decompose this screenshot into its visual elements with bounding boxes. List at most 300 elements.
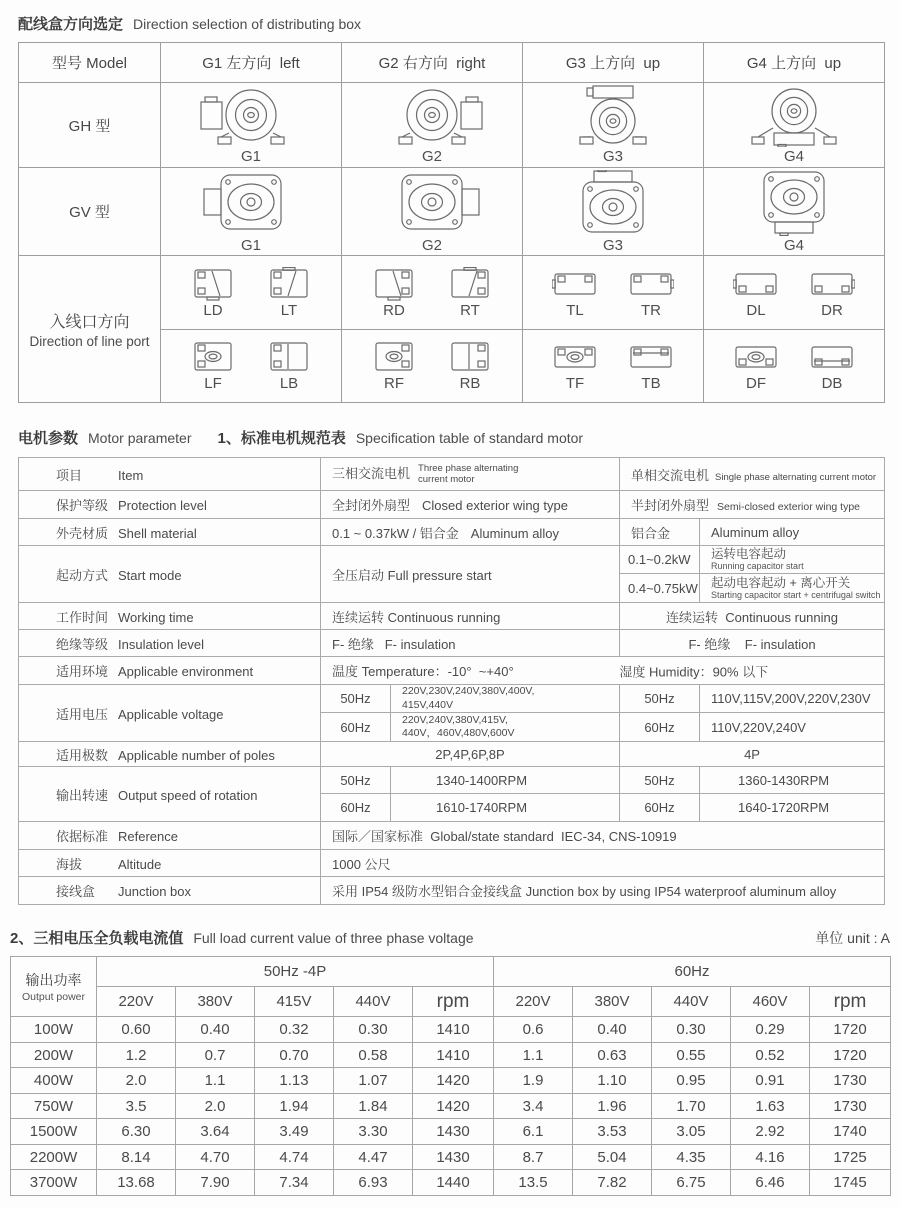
current-data-row <box>11 1017 891 1043</box>
spec-label-cn: 接线盒 <box>56 881 118 900</box>
spec-row <box>19 546 885 574</box>
icon-caption: DF <box>733 375 779 392</box>
direction-header-row <box>19 43 885 83</box>
spec-label-en: Applicable voltage <box>118 707 224 722</box>
spec-label-cn: 适用电压 <box>56 704 118 723</box>
spec-label-cell <box>19 546 321 603</box>
diagram-icon <box>552 267 598 301</box>
spec-cell <box>321 877 885 905</box>
spec-cell <box>321 742 620 767</box>
port-pair <box>523 340 703 392</box>
spec-label-en: Applicable number of poles <box>118 748 275 763</box>
spec-text: 0.1~0.2kW <box>628 552 691 567</box>
icon-caption: DL <box>733 302 779 319</box>
diagram-cell <box>704 83 885 168</box>
current-value-cell: 0.91 <box>731 1068 810 1094</box>
current-value-cell: 0.30 <box>334 1017 413 1043</box>
icon-caption: LB <box>266 375 312 392</box>
spec-text: 1360-1430RPM <box>738 773 829 788</box>
current-value-cell: 1730 <box>810 1068 891 1094</box>
spec-cell <box>321 630 620 657</box>
spec-text: 60Hz <box>644 800 674 815</box>
icon-caption: G3 <box>558 237 668 254</box>
icon-caption: DB <box>809 375 855 392</box>
spec-label-cn: 项目 <box>56 465 118 484</box>
spec-text: Closed exterior wing type <box>422 498 568 513</box>
motor-parameter-title-cn: 电机参数 <box>18 427 78 448</box>
motor-gv-g1-icon <box>196 170 306 254</box>
diagram-icon <box>196 85 306 147</box>
diagram-cell <box>523 83 704 168</box>
current-value-cell: 1430 <box>413 1144 494 1170</box>
spec-text: 连续运转 Continuous running <box>666 610 838 625</box>
section2-title <box>18 427 900 448</box>
icon-caption: RF <box>371 375 417 392</box>
diagram-cell <box>523 168 704 256</box>
current-value-cell: 1420 <box>413 1068 494 1094</box>
section3-title-text <box>10 927 474 948</box>
current-value-cell: 6.1 <box>494 1119 573 1145</box>
direction-header-cell-2: G2 右方向 right <box>342 43 523 83</box>
current-value-cell: 7.34 <box>255 1170 334 1196</box>
port-icon-tl <box>552 267 598 319</box>
current-value-cell: 1.07 <box>334 1068 413 1094</box>
motor-gv-g4-icon <box>739 170 849 254</box>
spec-text: 全压启动 Full pressure start <box>332 568 492 583</box>
current-value-cell: 1.84 <box>334 1093 413 1119</box>
current-table <box>10 956 891 1196</box>
current-value-cell: 3.53 <box>573 1119 652 1145</box>
diagram-cell <box>161 330 342 403</box>
spec-text: Single phase alternating current motor <box>715 472 876 483</box>
current-value-cell: 1.10 <box>573 1068 652 1094</box>
spec-row <box>19 742 885 767</box>
icon-caption: DR <box>809 302 855 319</box>
spec-text: 运转电容起动 <box>711 547 882 562</box>
gh-label: GH 型 <box>19 83 161 168</box>
power-cell: 750W <box>11 1093 97 1119</box>
spec-cell <box>620 794 700 822</box>
spec-text-line: current motor <box>418 475 518 485</box>
current-data-row <box>11 1042 891 1068</box>
diagram-icon <box>739 85 849 147</box>
current-value-cell: 0.55 <box>652 1042 731 1068</box>
spec-label-cell <box>19 850 321 877</box>
spec-text: 1000 公尺 <box>332 857 391 872</box>
spec-cell <box>700 546 885 574</box>
spec-text: 连续运转 Continuous running <box>332 610 500 625</box>
spec-text: 1640-1720RPM <box>738 800 829 815</box>
port-pair <box>704 340 884 392</box>
current-value-cell: 5.04 <box>573 1144 652 1170</box>
current-data-row <box>11 1119 891 1145</box>
spec-text: 0.4~0.75kW <box>628 581 698 596</box>
current-value-cell: 0.30 <box>652 1017 731 1043</box>
unit-note: 单位 unit : A <box>815 928 890 948</box>
spec-text: 50Hz <box>340 773 370 788</box>
spec-table <box>18 457 885 905</box>
spec-row <box>19 685 885 713</box>
current-value-cell: 0.95 <box>652 1068 731 1094</box>
power-cell: 1500W <box>11 1119 97 1145</box>
spec-label-cn: 工作时间 <box>56 607 118 626</box>
direction-header-cell-1: G1 左方向 left <box>161 43 342 83</box>
spec-label-cn: 保护等级 <box>56 495 118 514</box>
current-value-cell: 0.7 <box>176 1042 255 1068</box>
current-value-cell: 0.32 <box>255 1017 334 1043</box>
current-data-row <box>11 1093 891 1119</box>
spec-row <box>19 822 885 850</box>
spec-cell <box>321 794 391 822</box>
col-header-6: 380V <box>573 987 652 1017</box>
port-pair <box>161 340 341 392</box>
current-value-cell: 13.68 <box>97 1170 176 1196</box>
spec-text-small: 220V,240V,380V,415V, <box>402 714 617 728</box>
spec-label-cell <box>19 491 321 519</box>
spec-text: 60Hz <box>340 800 370 815</box>
diagram-icon <box>266 340 312 374</box>
icon-caption: RD <box>371 302 417 319</box>
col-header-3: 440V <box>334 987 413 1017</box>
current-value-cell: 1.70 <box>652 1093 731 1119</box>
port-pair <box>342 340 522 392</box>
spec-cell <box>620 491 885 519</box>
diagram-icon <box>371 340 417 374</box>
diagram-cell <box>704 330 885 403</box>
current-value-cell: 0.52 <box>731 1042 810 1068</box>
spec-cell <box>321 713 391 742</box>
spec-cell <box>620 742 885 767</box>
current-value-cell: 1720 <box>810 1017 891 1043</box>
current-value-cell: 4.47 <box>334 1144 413 1170</box>
icon-caption: G2 <box>377 237 487 254</box>
spec-label-cn: 适用环境 <box>56 661 118 680</box>
spec-label-cell <box>19 657 321 685</box>
spec-cell <box>321 603 620 630</box>
current-value-cell: 0.6 <box>494 1017 573 1043</box>
port-pair <box>342 267 522 319</box>
current-value-cell: 7.90 <box>176 1170 255 1196</box>
spec-label-cn: 依据标准 <box>56 826 118 845</box>
motor-gh-g4-icon <box>739 85 849 165</box>
diagram-cell <box>523 330 704 403</box>
spec-label-cell <box>19 458 321 491</box>
diagram-cell <box>342 168 523 256</box>
spec-text-small: 415V,440V <box>402 699 617 713</box>
current-value-cell: 1430 <box>413 1119 494 1145</box>
current-value-cell: 1420 <box>413 1093 494 1119</box>
spec-label-en: Junction box <box>118 884 191 899</box>
current-header-row2 <box>11 987 891 1017</box>
port-label <box>19 256 161 403</box>
spec-cell <box>321 519 620 546</box>
col-header-8: 460V <box>731 987 810 1017</box>
current-value-cell: 1.96 <box>573 1093 652 1119</box>
spec-cell <box>700 794 885 822</box>
current-table-title-en: Full load current value of three phase voltage <box>193 930 473 946</box>
direction-header-cell-3: G3 上方向 up <box>523 43 704 83</box>
spec-label-cell <box>19 877 321 905</box>
spec-row <box>19 458 885 491</box>
spec-label-cell <box>19 519 321 546</box>
icon-caption: G4 <box>739 237 849 254</box>
current-header-row1 <box>11 957 891 987</box>
spec-label-cell <box>19 685 321 742</box>
gh-row <box>19 83 885 168</box>
spec-label-en: Insulation level <box>118 637 204 652</box>
port-icon-db <box>809 340 855 392</box>
spec-text-small: 440V，460V,480V,600V <box>402 727 617 741</box>
spec-text: 起动电容起动 + 离心开关 <box>711 576 882 591</box>
spec-label-en: Item <box>118 468 143 483</box>
spec-cell <box>620 603 885 630</box>
icon-caption: TL <box>552 302 598 319</box>
spec-text: 国际／国家标准 Global/state standard IEC-34, CNS-10919 <box>332 829 677 844</box>
output-power-en: Output power <box>11 991 96 1003</box>
diagram-icon <box>809 340 855 374</box>
current-value-cell: 6.75 <box>652 1170 731 1196</box>
current-value-cell: 1.13 <box>255 1068 334 1094</box>
diagram-cell <box>704 168 885 256</box>
gv-row <box>19 168 885 256</box>
current-value-cell: 7.82 <box>573 1170 652 1196</box>
port-icon-rt <box>447 267 493 319</box>
spec-cell <box>620 574 700 603</box>
icon-caption: TB <box>628 375 674 392</box>
spec-table-title-cn: 1、标准电机规范表 <box>218 427 346 448</box>
spec-label-cell <box>19 630 321 657</box>
spec-label-en: Output speed of rotation <box>118 788 257 803</box>
col-header-0: 220V <box>97 987 176 1017</box>
power-cell: 100W <box>11 1017 97 1043</box>
icon-caption: LD <box>190 302 236 319</box>
current-value-cell: 0.63 <box>573 1042 652 1068</box>
col-header-5: 220V <box>494 987 573 1017</box>
spec-label-en: Altitude <box>118 857 161 872</box>
freq-group-header-0: 50Hz -4P <box>97 957 494 987</box>
spec-text: 1610-1740RPM <box>436 800 527 815</box>
spec-text: 50Hz <box>644 773 674 788</box>
port-icon-rd <box>371 267 417 319</box>
diagram-icon <box>447 267 493 301</box>
current-value-cell: 0.29 <box>731 1017 810 1043</box>
icon-caption: RT <box>447 302 493 319</box>
spec-text: 60Hz <box>644 720 674 735</box>
current-value-cell: 2.0 <box>97 1068 176 1094</box>
spec-text: 采用 IP54 级防水型铝合金接线盒 Junction box by using IP54 waterproof aluminum alloy <box>332 884 836 899</box>
spec-label-cell <box>19 822 321 850</box>
spec-text: 单相交流电机 <box>631 468 709 483</box>
section1-title <box>18 13 900 34</box>
col-header-2: 415V <box>255 987 334 1017</box>
spec-label-en: Applicable environment <box>118 664 253 679</box>
diagram-cell <box>342 330 523 403</box>
spec-cell <box>700 574 885 603</box>
port-icon-tr <box>628 267 674 319</box>
spec-text: 温度 Temperature：-10° ~+40° <box>332 664 514 679</box>
diagram-icon <box>371 267 417 301</box>
diagram-icon <box>552 340 598 374</box>
icon-caption: G1 <box>196 148 306 165</box>
port-icon-rf <box>371 340 417 392</box>
port-icon-dr <box>809 267 855 319</box>
spec-text: 湿度 Humidity：90% 以下 <box>619 661 768 680</box>
port-icon-tf <box>552 340 598 392</box>
spec-label-en: Reference <box>118 829 178 844</box>
spec-text: 1340-1400RPM <box>436 773 527 788</box>
spec-cell <box>391 767 620 794</box>
gv-label: GV 型 <box>19 168 161 256</box>
spec-label-en: Start mode <box>118 568 182 583</box>
diagram-icon <box>558 85 668 147</box>
output-power-cn: 输出功率 <box>11 970 96 990</box>
current-value-cell: 1.2 <box>97 1042 176 1068</box>
current-data-row <box>11 1170 891 1196</box>
current-value-cell: 3.05 <box>652 1119 731 1145</box>
current-value-cell: 6.46 <box>731 1170 810 1196</box>
spec-text: 半封闭外扇型 <box>631 498 709 513</box>
freq-group-header-1: 60Hz <box>494 957 891 987</box>
spec-row <box>19 603 885 630</box>
spec-label-cn: 输出转速 <box>56 785 118 804</box>
spec-text: 60Hz <box>340 720 370 735</box>
spec-label-cell <box>19 603 321 630</box>
spec-text-small: Starting capacitor start + centrifugal switch <box>711 591 882 601</box>
spec-row <box>19 877 885 905</box>
spec-cell <box>620 519 700 546</box>
port-icon-dl <box>733 267 779 319</box>
spec-label-cell <box>19 767 321 822</box>
current-value-cell: 8.14 <box>97 1144 176 1170</box>
diagram-icon <box>196 170 306 236</box>
output-power-header <box>11 957 97 1017</box>
spec-text: 50Hz <box>340 691 370 706</box>
current-value-cell: 1.94 <box>255 1093 334 1119</box>
current-value-cell: 8.7 <box>494 1144 573 1170</box>
diagram-icon <box>739 170 849 236</box>
diagram-cell <box>342 256 523 330</box>
port-pair <box>523 267 703 319</box>
diagram-cell <box>523 256 704 330</box>
diagram-cell <box>161 83 342 168</box>
diagram-cell <box>704 256 885 330</box>
spec-label-cn: 海拔 <box>56 854 118 873</box>
direction-header-cell-0: 型号 Model <box>19 43 161 83</box>
current-value-cell: 2.0 <box>176 1093 255 1119</box>
spec-cell <box>321 657 885 685</box>
spec-text: 110V,220V,240V <box>711 720 806 735</box>
spec-text: Aluminum alloy <box>471 526 559 541</box>
spec-text: 50Hz <box>644 691 674 706</box>
spec-cell <box>391 794 620 822</box>
spec-row <box>19 850 885 877</box>
spec-cell <box>620 713 700 742</box>
spec-cell <box>620 767 700 794</box>
motor-gv-g2-icon <box>377 170 487 254</box>
port-pair <box>704 267 884 319</box>
port-icon-lt <box>266 267 312 319</box>
spec-text: Semi-closed exterior wing type <box>717 501 860 513</box>
spec-text: 铝合金 <box>631 526 670 541</box>
current-value-cell: 1.1 <box>494 1042 573 1068</box>
current-value-cell: 3.30 <box>334 1119 413 1145</box>
current-value-cell: 0.60 <box>97 1017 176 1043</box>
spec-text-small <box>418 464 518 485</box>
direction-table <box>18 42 885 403</box>
current-value-cell: 1410 <box>413 1017 494 1043</box>
current-value-cell: 1730 <box>810 1093 891 1119</box>
spec-text: 2P,4P,6P,8P <box>435 747 504 762</box>
spec-text: F- 绝缘 F- insulation <box>332 637 456 652</box>
spec-label-cell <box>19 742 321 767</box>
port-icon-lf <box>190 340 236 392</box>
diagram-cell <box>342 83 523 168</box>
spec-text: Aluminum alloy <box>711 525 799 540</box>
spec-cell <box>321 767 391 794</box>
spec-text: 全封闭外扇型 <box>332 498 410 513</box>
current-value-cell: 0.40 <box>176 1017 255 1043</box>
diagram-icon <box>190 267 236 301</box>
spec-label-cn: 适用极数 <box>56 745 118 764</box>
current-value-cell: 0.40 <box>573 1017 652 1043</box>
col-header-9: rpm <box>810 987 891 1017</box>
current-value-cell: 6.30 <box>97 1119 176 1145</box>
icon-caption: G4 <box>739 148 849 165</box>
spec-cell <box>391 713 620 742</box>
diagram-cell <box>161 168 342 256</box>
diagram-icon <box>190 340 236 374</box>
spec-row <box>19 630 885 657</box>
spec-label-en: Protection level <box>118 498 207 513</box>
spec-text: 110V,115V,200V,220V,230V <box>711 691 871 706</box>
current-value-cell: 1.1 <box>176 1068 255 1094</box>
diagram-icon <box>447 340 493 374</box>
motor-parameter-title-en: Motor parameter <box>88 430 191 446</box>
icon-caption: TF <box>552 375 598 392</box>
current-value-cell: 1440 <box>413 1170 494 1196</box>
motor-gh-g1-icon <box>196 85 306 165</box>
current-value-cell: 4.35 <box>652 1144 731 1170</box>
current-data-row <box>11 1144 891 1170</box>
current-value-cell: 3.5 <box>97 1093 176 1119</box>
section1-title-en: Direction selection of distributing box <box>133 16 361 32</box>
diagram-icon <box>377 170 487 236</box>
diagram-icon <box>377 85 487 147</box>
power-cell: 3700W <box>11 1170 97 1196</box>
spec-label-en: Shell material <box>118 526 197 541</box>
spec-cell <box>321 491 620 519</box>
diagram-icon <box>733 340 779 374</box>
icon-caption: LT <box>266 302 312 319</box>
port-pair <box>161 267 341 319</box>
spec-text: F- 绝缘 F- insulation <box>688 637 815 652</box>
icon-caption: RB <box>447 375 493 392</box>
port-label-cn: 入线口方向 <box>19 309 160 332</box>
port-icon-tb <box>628 340 674 392</box>
spec-cell <box>321 685 391 713</box>
spec-text: 三相交流电机 <box>332 466 410 481</box>
current-value-cell: 1740 <box>810 1119 891 1145</box>
current-value-cell: 3.64 <box>176 1119 255 1145</box>
current-value-cell: 1.63 <box>731 1093 810 1119</box>
spec-label-cn: 外壳材质 <box>56 523 118 542</box>
motor-gh-g3-icon <box>558 85 668 165</box>
section3-title <box>10 927 890 948</box>
current-value-cell: 3.49 <box>255 1119 334 1145</box>
current-data-row <box>11 1068 891 1094</box>
spec-text-small: Running capacitor start <box>711 562 882 572</box>
current-value-cell: 4.16 <box>731 1144 810 1170</box>
